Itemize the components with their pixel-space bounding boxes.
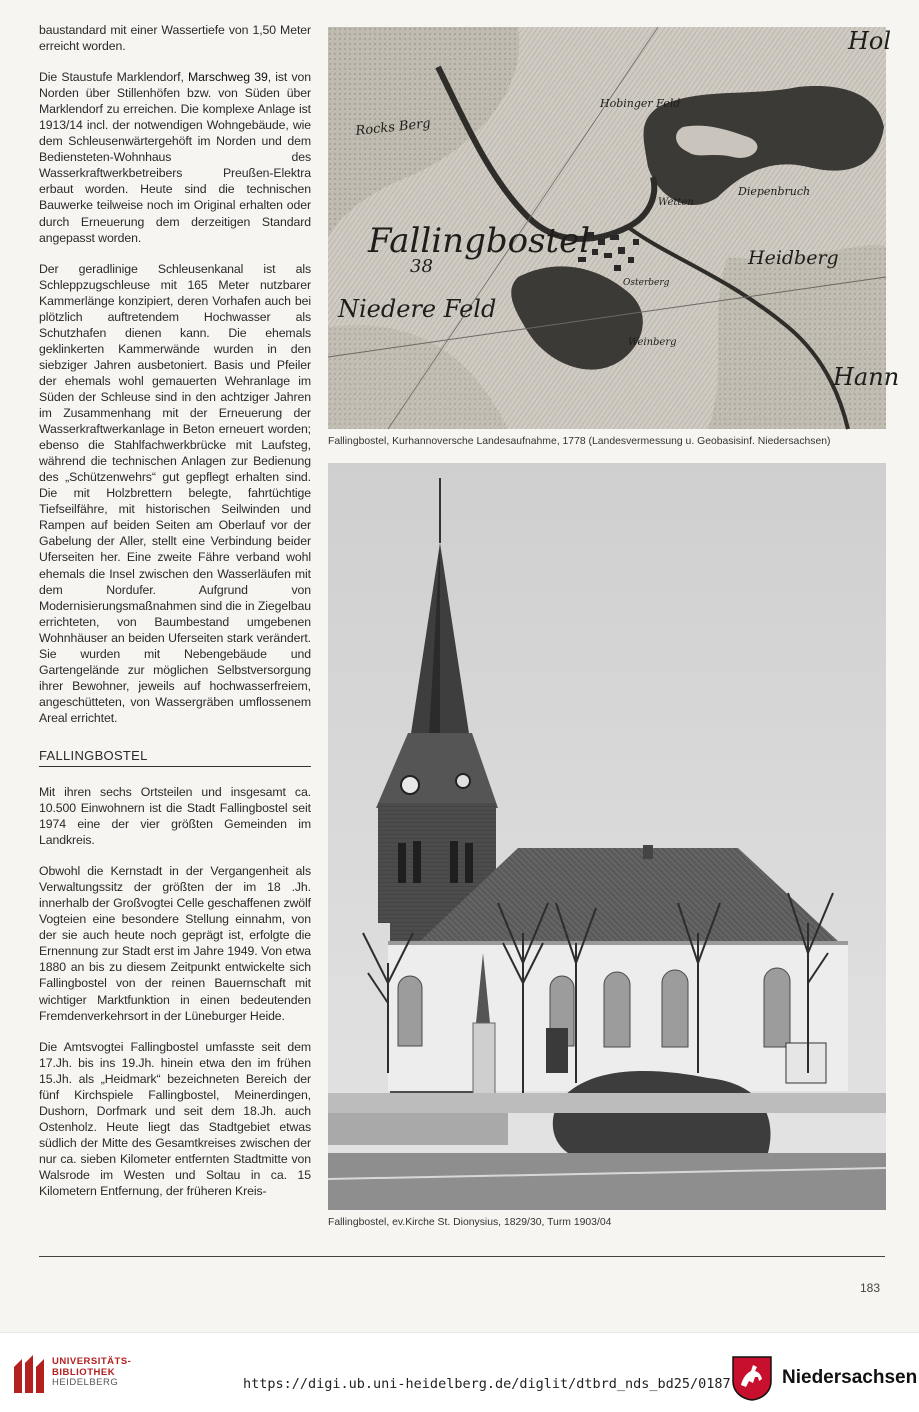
map-label-niedere-feld: Niedere Feld (338, 295, 497, 323)
church-caption: Fallingbostel, ev.Kirche St. Dionysius, 1829/30, Turm 1903/04 (328, 1217, 612, 1228)
lower-saxony-coat-of-arms-icon (731, 1355, 773, 1401)
library-name-line2: BIBLIOTHEK (52, 1366, 116, 1378)
map-label-town: Fallingbostel (368, 221, 591, 261)
university-library-logo-icon (10, 1353, 50, 1397)
map-label-heidberg: Heidberg (748, 247, 839, 269)
map-label-diepenbruch: Diepenbruch (738, 185, 811, 198)
state-name: Niedersachsen (782, 1367, 918, 1388)
historic-map-image (328, 27, 900, 429)
paragraph-2-text-a: Die Staustufe Marklendorf, (39, 70, 189, 85)
map-label-hobinger-feld: Hobinger Feld (600, 97, 681, 110)
map-label-wetten: Wetten (658, 197, 694, 208)
university-library-name (52, 1357, 131, 1389)
paragraph-3: Der geradlinige Schleusenkanal ist als Schleppzugschleuse mit 165 Meter nutzbarer Kammerlänge konzipiert, deren Vorhafen auch bei plötzlich auftretendem Hochwasser als Schutzhafen dienen kann. Die ehemals geklinkerten Kammerwände wurden in den siebziger Jahren ausbetoniert. Basis und Pfeiler der ehemals wohl gemauerten Wehranlage im Süden der Schleuse sind in den achtziger Jahren im Zusammenhang mit der Erneuerung der Wasserkraftwerkanlage in Beton erneuert worden; ebenso die Stahlfachwerkbrücke mit Laufsteg, während die technischen Anlagen zur Bedienung des „Schützenwehrs“ gut gepflegt erhalten sind. Die mit Holzbrettern belegte, fahrtüchtige Tiefseilfähre, mit historischen Seilwinden und Rampen auf beiden Seiten am Oberlauf vor der Gabelung der Aller, stellt eine Verbindung beider Uferseiten her. Eine zweite Fähre verband wohl ehemals die Insel zwischen den Wasserläufen mit dem Nordufer. Aufgrund von Modernisierungsmaßnahmen sind die in Ziegelbau errichteten, von Baumbestand umgebenen Wohnhäuser an beiden Uferseiten stark verändert. Sie wurden mit Nebengebäude und Gartengelände zur möglichen Selbstversorgung ihrer Bewohner, jeweils auf hochwasserfreiem, angeschütteten, von Wassergräben umflossenem Areal errichtet. (39, 261, 311, 725)
library-name-line1: UNIVERSITÄTS- (52, 1356, 132, 1367)
page-divider (39, 1256, 885, 1257)
paragraph-2-text-b: , ist von Norden über Stillenhöfen bzw. von Süden über Marklendorf zu erreichen. Die komplexe Anlage ist 1913/14 incl. der notwendigen Wohngebäude, wie dem Schleusenwärtergehöft im Norden und dem Bediensteten-Wohnhaus des Wasserkraftwerkbetreibers Preußen-Elektra erbaut worden. Heute sind die technischen Bauwerke teilweise noch im Original erhalten oder durch Erneuerung dem derzeitigen Standard angepasst worden. (39, 70, 311, 245)
paragraph-4: Mit ihren sechs Ortsteilen und insgesamt ca. 10.500 Einwohnern ist die Stadt Fallingbostel seit 1974 eine der vier größten Gemeinden im Landkreis. (39, 784, 311, 848)
document-url[interactable]: https://digi.ub.uni-heidelberg.de/diglit/dtbrd_nds_bd25/0187 (243, 1376, 731, 1392)
paragraph-5: Obwohl die Kernstadt in der Vergangenheit als Verwaltungssitz der größten der im 18 .Jh. innerhalb der Großvogtei Celle geschaffenen zwölf Vogteien eine besondere Stellung einnahm, von der sie auch heute noch geprägt ist, erfolgte die Ernennung zur Stadt erst im Jahre 1949. Von etwa 1880 an bis zu diesem Zeitpunkt entwickelte sich Fallingbostel von der reinen Bauernschaft mit wichtiger Marktfunktion in einen bedeutenden Fremdenverkehrsort in der Lüneburger Heide. (39, 864, 311, 1023)
map-label-rocks-berg: Rocks Berg (354, 116, 432, 139)
map-illustration (328, 27, 900, 429)
map-caption: Fallingbostel, Kurhannoversche Landesaufnahme, 1778 (Landesvermessung u. Geobasisinf. Niedersachsen) (328, 436, 831, 447)
paragraph-6: Die Amtsvogtei Fallingbostel umfasste seit dem 17.Jh. bis ins 19.Jh. hinein etwa den im frühen 15.Jh. als „Heidmark“ bezeichneten Bereich der fünf Kirchspiele Fallingbostel, Meinerdingen, Dushorn, Dorfmark und seit dem 18.Jh. auch Ostenholz. Heute liegt das Stadtgebiet etwas südlich der Mitte des Gesamtkreises zwischen der nur ca. sieben Kilometer entfernten Stadtmitte von Walsrode im Westen und Soltau in ca. 15 Kilometern Entfernung, der früheren Kreis- (39, 1039, 311, 1199)
page-number: 183 (860, 1281, 881, 1295)
section-title-fallingbostel: FALLINGBOSTEL (39, 748, 311, 767)
map-label-number: 38 (410, 256, 433, 277)
digitization-footer (0, 1332, 919, 1412)
map-label-corner-top: Hol (848, 27, 892, 55)
church-illustration (328, 463, 886, 1210)
map-label-corner-right: Hann (833, 363, 900, 391)
map-label-osterberg: Osterberg (623, 278, 670, 288)
paragraph-1: baustandard mit einer Wassertiefe von 1,50 Meter erreicht worden. (39, 23, 311, 54)
map-label-weinberg: Weinberg (628, 337, 677, 348)
library-name-line3: HEIDELBERG (52, 1377, 119, 1388)
church-photo (328, 463, 886, 1210)
address-marschweg: Marschweg 39 (188, 70, 268, 85)
left-text-column (39, 22, 311, 1214)
paragraph-2 (39, 69, 311, 246)
